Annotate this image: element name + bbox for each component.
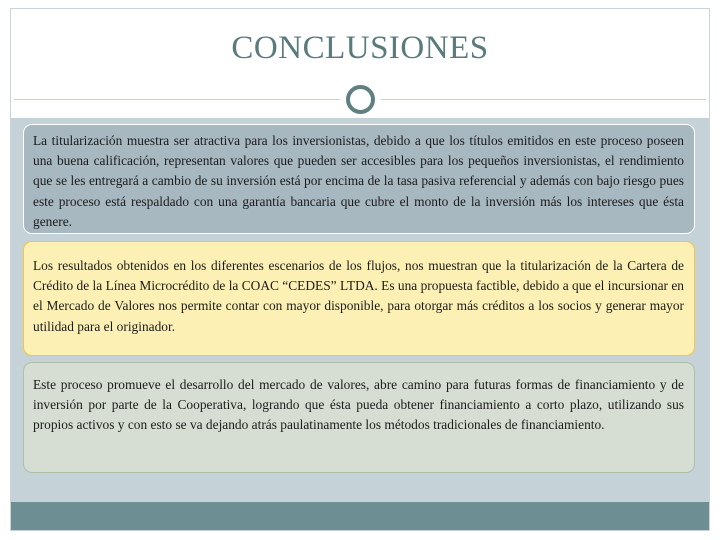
footer-bar <box>11 502 709 530</box>
conclusion-text-3: Este proceso promueve el desarrollo del mercado de valores, abre camino para futuras formas de financiamiento y de inversión por parte de la Cooperativa, logrando que ésta pueda obtener financiamiento a corto plazo, utilizando sus propios activos y con esto se va dejando atrás paulatinamente los métodos tradicionales de financiamiento. <box>33 377 684 433</box>
conclusion-box-1 <box>23 124 695 234</box>
conclusion-box-2 <box>23 241 695 356</box>
conclusion-box-3 <box>23 362 695 473</box>
circle-ornament-icon <box>342 81 379 118</box>
title-divider-left <box>14 99 340 100</box>
conclusion-text-1: La titularización muestra ser atractiva para los inversionistas, debido a que los títulos emitidos en este proceso poseen una buena calificación, representan valores que pueden ser accesibles para los pequeños inversionistas, el rendimiento que se les entregará a cambio de su inversión está por encima de la tasa pasiva referencial y además con bajo riesgo pues este proceso está respaldado con una garantía bancaria que cubre el monto de la inversión más los intereses que ésta genere. <box>33 133 684 229</box>
slide-title: CONCLUSIONES <box>231 30 489 66</box>
conclusion-text-2: Los resultados obtenidos en los diferentes escenarios de los flujos, nos muestran que la titularización de la Cartera de Crédito de la Línea Microcrédito de la COAC “CEDES” LTDA. Es una propuesta factible, debido a que el incursionar en el Mercado de Valores nos permite contar con mayor disponible, para otorgar más créditos a los socios y generar mayor utilidad para el originador. <box>33 258 684 334</box>
title-divider-right <box>381 99 706 100</box>
